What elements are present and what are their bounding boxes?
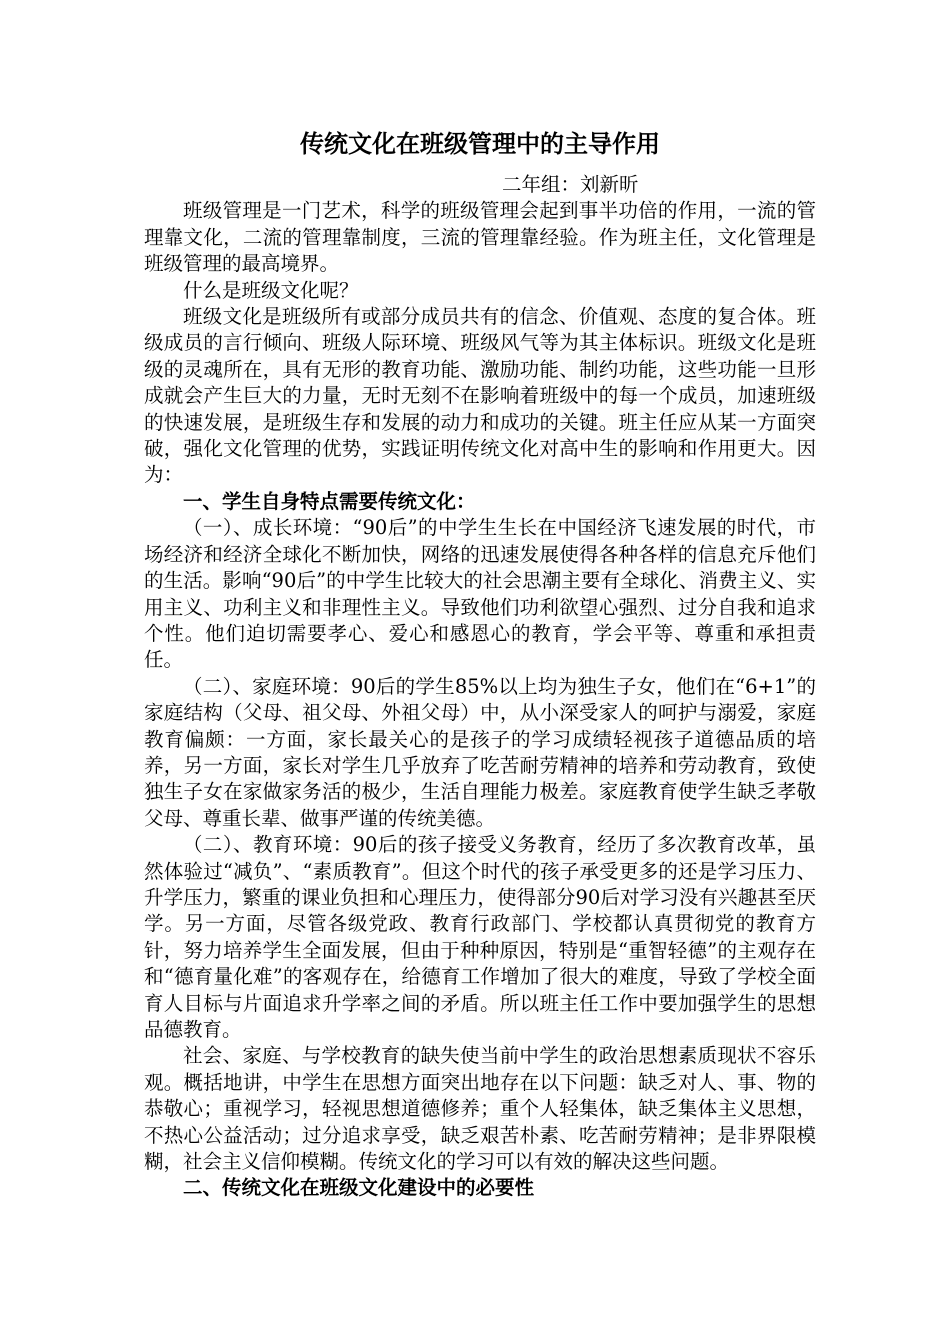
- paragraph-family-environment: （二）、家庭环境：90后的学生85%以上均为独生子女，他们在“6+1”的家庭结构（父母、祖父母、外祖父母）中，从小深受家人的呵护与溺爱，家庭教育偏颇：一方面，家长最关心的是孩子的学习成绩轻视孩子道德品质的培养，另一方面，家长对学生几乎放弃了吃苦耐劳精神的培养和劳动教育，致使独生子女在家做家务活的极少，生活自理能力极差。家庭教育使学生缺乏孝敬父母、尊重长辈、做事严谨的传统美德。: [144, 674, 816, 830]
- paragraph-question: 什么是班级文化呢？: [183, 278, 359, 302]
- paragraph-education-environment: （二）、教育环境：90后的孩子接受义务教育，经历了多次教育改革，虽然体验过“减负”、“素质教育”。但这个时代的孩子承受更多的还是学习压力、升学压力，繁重的课业负担和心理压力，使得部分90后对学习没有兴趣甚至厌学。另一方面，尽管各级党政、教育行政部门、学校都认真贯彻党的教育方针，努力培养学生全面发展，但由于种种原因，特别是“重智轻德”的主观存在和“德育量化难”的客观存在，给德育工作增加了很大的难度，导致了学校全面育人目标与片面追求升学率之间的矛盾。所以班主任工作中要加强学生的思想品德教育。: [144, 833, 816, 1041]
- document-title: 传统文化在班级管理中的主导作用: [300, 130, 660, 158]
- paragraph-growth-environment: （一）、成长环境：“90后”的中学生生长在中国经济飞速发展的时代，市场经济和经济全球化不断加快，网络的迅速发展使得各种各样的信息充斥他们的生活。影响“90后”的中学生比较大的社会思潮主要有全球化、消费主义、实用主义、功利主义和非理性主义。导致他们功利欲望心强烈、过分自我和追求个性。他们迫切需要孝心、爱心和感恩心的教育，学会平等、尊重和承担责任。: [144, 516, 816, 672]
- paragraph-summary: 社会、家庭、与学校教育的缺失使当前中学生的政治思想素质现状不容乐观。概括地讲，中学生在思想方面突出地存在以下问题：缺乏对人、事、物的恭敬心；重视学习，轻视思想道德修养；重个人轻集体，缺乏集体主义思想，不热心公益活动；过分追求享受，缺乏艰苦朴素、吃苦耐劳精神；是非界限模糊，社会主义信仰模糊。传统文化的学习可以有效的解决这些问题。: [144, 1044, 816, 1174]
- paragraph-definition: 班级文化是班级所有或部分成员共有的信念、价值观、态度的复合体。班级成员的言行倾向、班级人际环境、班级风气等为其主体标识。班级文化是班级的灵魂所在，具有无形的教育功能、激励功能、制约功能，这些功能一旦形成就会产生巨大的力量，无时无刻不在影响着班级中的每一个成员，加速班级的快速发展，是班级生存和发展的动力和成功的关键。班主任应从某一方面突破，强化文化管理的优势，实践证明传统文化对高中生的影响和作用更大。因为：: [144, 305, 816, 487]
- section-heading-2: 二、传统文化在班级文化建设中的必要性: [183, 1176, 535, 1200]
- section-heading-1: 一、学生自身特点需要传统文化：: [183, 489, 476, 513]
- document-page: [144, 128, 816, 1202]
- paragraph-intro: 班级管理是一门艺术，科学的班级管理会起到事半功倍的作用，一流的管理靠文化，二流的管理靠制度，三流的管理靠经验。作为班主任，文化管理是班级管理的最高境界。: [144, 199, 816, 276]
- document-author: 二年组：刘新昕: [502, 173, 639, 196]
